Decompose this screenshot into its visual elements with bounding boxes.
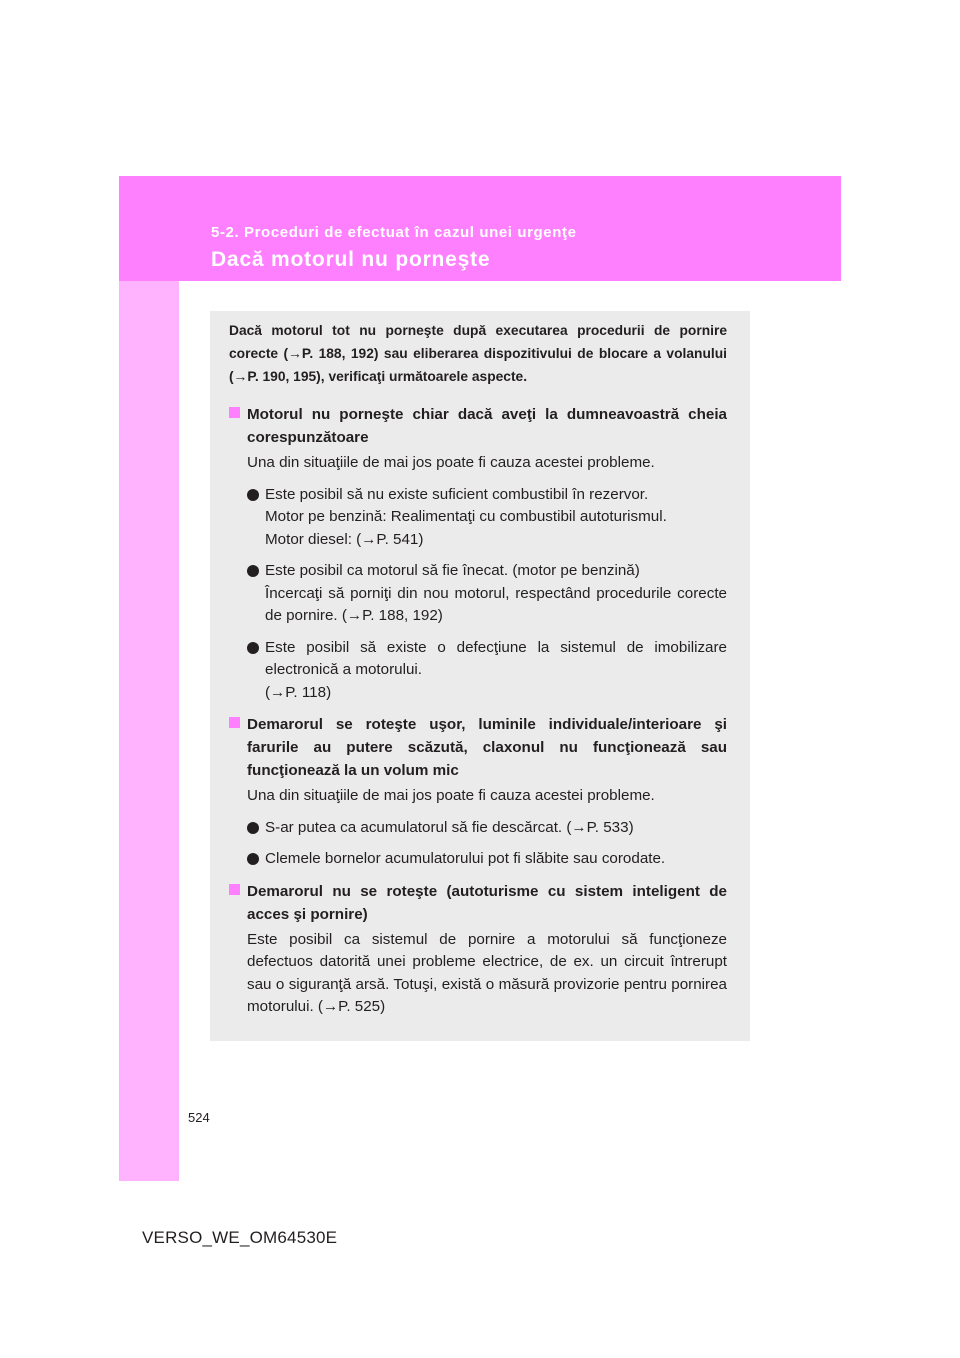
- section-title: Motorul nu porneşte chiar dacă aveţi la dumneavoastră cheia corespunzătoare: [247, 406, 727, 446]
- section-text: Este posibil ca sistemul de pornire a motorului să funcţioneze defectuos datorită unei probleme electrice, de ex. un circuit întrerupt sau o siguranţă arsă. Totuşi, există o măsură provizorie pentru pornirea motorului. (→P. 525): [247, 930, 727, 1015]
- page-title: Dacă motorul nu porneşte: [211, 248, 491, 271]
- list-item: [247, 484, 727, 552]
- intro-text: Dacă motorul tot nu porneşte după executarea procedurii de pornire corecte (→P. 188, 192) sau eliberarea dispozitivului de blocare a volanului (→P. 190, 195), verificaţi următoarele aspecte.: [229, 323, 727, 384]
- section-starter-no-turn: [229, 880, 727, 1019]
- side-band: [119, 281, 179, 1181]
- section-text: Una din situaţiile de mai jos poate fi cauza acestei probleme.: [247, 787, 655, 804]
- bullet-line: Este posibil să nu existe suficient combustibil în rezervor.: [265, 485, 649, 503]
- list-item: [247, 560, 727, 628]
- section-starter-weak: [229, 713, 727, 871]
- list-item: [247, 817, 727, 840]
- square-bullet-icon: [229, 407, 240, 418]
- list-item: [247, 848, 727, 871]
- bullet-dot-icon: [247, 565, 259, 577]
- bullet-line: Încercaţi să porniţi din nou motorul, respectând procedurile corecte de pornire. (→P. 188, 192): [265, 584, 727, 624]
- bullet-line: (→P. 118): [265, 683, 332, 701]
- square-bullet-icon: [229, 884, 240, 895]
- bullet-line: Clemele bornelor acumulatorului pot fi slăbite sau corodate.: [265, 850, 666, 867]
- section-title: Demarorul nu se roteşte (autoturisme cu sistem inteligent de acces şi pornire): [247, 882, 727, 923]
- bullet-dot-icon: [247, 853, 259, 865]
- bullet-dot-icon: [247, 642, 259, 654]
- bullet-line: Motor diesel: (→P. 541): [265, 530, 424, 548]
- section-engine-no-start: [229, 403, 727, 704]
- section-text: Una din situaţiile de mai jos poate fi cauza acestei probleme.: [247, 454, 655, 471]
- bullet-line: S-ar putea ca acumulatorul să fie descărcat. (→P. 533): [265, 818, 634, 836]
- page-number: 524: [188, 1110, 210, 1125]
- section-label: 5-2. Proceduri de efectuat în cazul unei urgenţe: [211, 224, 577, 241]
- document-code: VERSO_WE_OM64530E: [142, 1228, 338, 1247]
- bullet-dot-icon: [247, 489, 259, 501]
- bullet-line: Este posibil ca motorul să fie înecat. (motor pe benzină): [265, 562, 640, 579]
- bullet-line: Motor pe benzină: Realimentaţi cu combustibil autoturismul.: [265, 508, 667, 525]
- section-title: Demarorul se roteşte uşor, luminile individuale/interioare şi farurile au putere scăzută, claxonul nu funcţionează sau funcţionează la un volum mic: [247, 716, 727, 779]
- list-item: [247, 637, 727, 705]
- bullet-line: Este posibil să existe o defecţiune la sistemul de imobilizare electronică a motorului.: [265, 638, 727, 678]
- content-box: [210, 311, 750, 1041]
- square-bullet-icon: [229, 717, 240, 728]
- bullet-dot-icon: [247, 822, 259, 834]
